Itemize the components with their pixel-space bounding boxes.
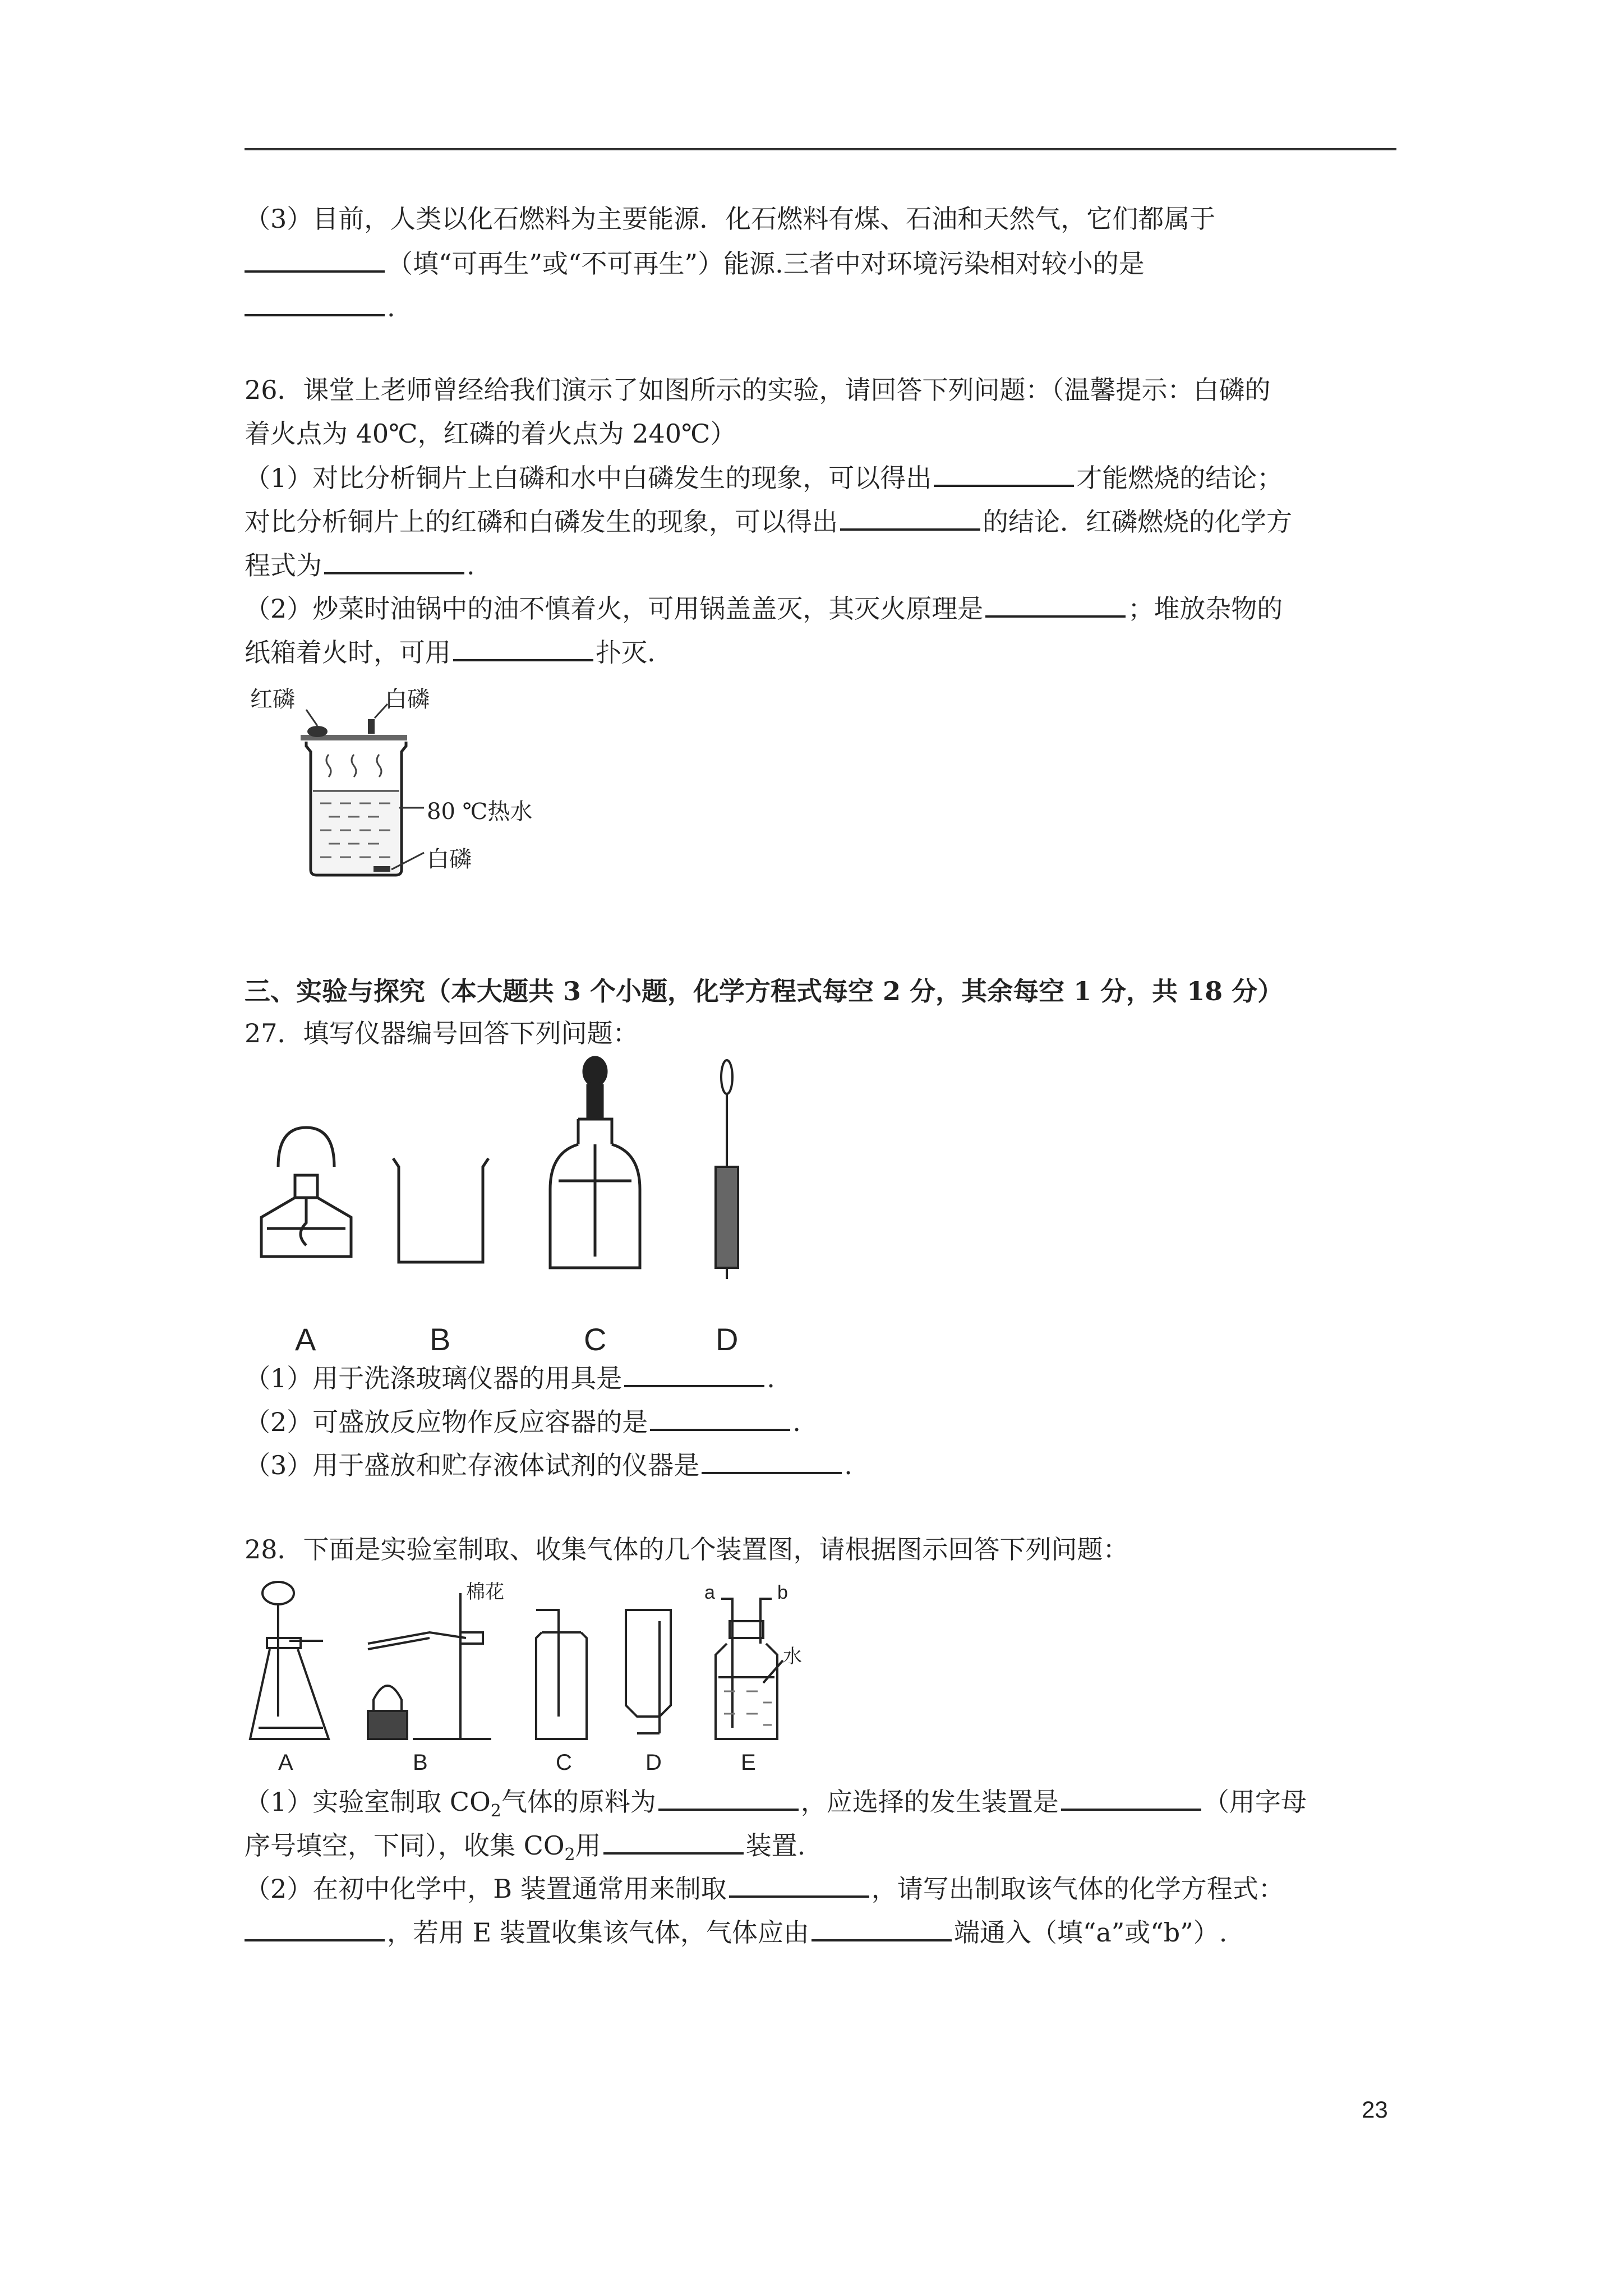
q27-stem: 27．填写仪器编号回答下列问题：: [245, 1018, 639, 1048]
label-c: C: [556, 1750, 572, 1775]
answer-blank[interactable]: [245, 246, 385, 273]
red-phosphorus: [307, 726, 328, 737]
white-phosphorus-top: [368, 719, 375, 734]
answer-blank[interactable]: [702, 1447, 842, 1474]
q27-figure-instruments: [245, 1055, 861, 1358]
q25-3-line3: .: [245, 289, 395, 324]
apparatus-b: [368, 1593, 491, 1739]
page-number: 23: [1362, 2096, 1388, 2123]
answer-blank[interactable]: [650, 1404, 790, 1431]
q26-p2-line1: （2）炒菜时油锅中的油不慎着火，可用锅盖盖灭，其灭火原理是 ；堆放杂物的: [245, 591, 1283, 625]
label-b: B: [413, 1750, 428, 1775]
label-c: C: [584, 1322, 607, 1357]
label-d: D: [645, 1750, 662, 1775]
apparatus-c: [536, 1610, 587, 1739]
answer-blank[interactable]: [840, 504, 980, 531]
answer-blank[interactable]: [934, 460, 1074, 487]
label-a: A: [278, 1750, 293, 1775]
answer-blank[interactable]: [324, 547, 464, 574]
q26-p1-line1: （1）对比分析铜片上白磷和水中白磷发生的现象，可以得出 才能燃烧的结论；: [245, 460, 1283, 495]
q26-p1-line2: 对比分析铜片上的红磷和白磷发生的现象，可以得出 的结论．红磷燃烧的化学方: [245, 504, 1292, 539]
q26-figure-beaker: [245, 679, 581, 892]
label-d: D: [716, 1322, 739, 1357]
q26-stem-line2: 着火点为 40℃，红磷的着火点为 240℃）: [245, 418, 736, 449]
label-hot-water: 80 ℃热水: [427, 799, 533, 825]
q26-p2-line2: 纸箱着火时，可用 扑灭.: [245, 634, 656, 669]
answer-blank[interactable]: [245, 1915, 385, 1941]
label-red-phosphorus: 红磷: [250, 687, 295, 712]
label-white-phosphorus-top: 白磷: [385, 687, 430, 712]
q27-p1: （1）用于洗涤玻璃仪器的用具是 .: [245, 1360, 775, 1395]
q28-p2-line2: ，若用 E 装置收集该气体，气体应由 端通入（填“a”或“b”）.: [245, 1915, 1227, 1949]
apparatus-e: [716, 1599, 783, 1739]
label-b: B: [430, 1322, 451, 1357]
answer-blank[interactable]: [811, 1915, 952, 1941]
instrument-a-alcohol-lamp: [261, 1128, 351, 1257]
q28-stem: 28．下面是实验室制取、收集气体的几个装置图，请根据图示回答下列问题：: [245, 1534, 1129, 1565]
q26-p1-line3: 程式为 .: [245, 547, 475, 582]
white-phosphorus-bottom: [374, 866, 390, 872]
section3-title: 三、实验与探究（本大题共 3 个小题，化学方程式每空 2 分，其余每空 1 分，共 18 分）: [245, 976, 1284, 1006]
q26-stem-line1: 26．课堂上老师曾经给我们演示了如图所示的实验，请回答下列问题：（温馨提示：白磷的: [245, 375, 1271, 405]
instrument-c-dropper-bottle: [550, 1057, 640, 1268]
label-cotton: 棉花: [466, 1581, 504, 1603]
q27-p3: （3）用于盛放和贮存液体试剂的仪器是 .: [245, 1447, 852, 1482]
apparatus-d: [626, 1610, 671, 1733]
label-tube-b: b: [777, 1582, 788, 1603]
q28-figure-apparatus: [245, 1576, 946, 1784]
q28-p1-line2: 序号填空，下同），收集 $CO_2$用 装置.: [245, 1828, 805, 1872]
apparatus-a: [250, 1582, 329, 1739]
label-e: E: [741, 1750, 756, 1775]
answer-blank[interactable]: [624, 1360, 764, 1387]
header-rule: [245, 148, 1396, 150]
answer-blank[interactable]: [729, 1871, 869, 1898]
answer-blank[interactable]: [603, 1828, 744, 1855]
answer-blank[interactable]: [658, 1784, 799, 1811]
instrument-d-test-tube-brush: [716, 1060, 738, 1279]
q28-p1-line1: （1）实验室制取 $CO_2$气体的原料为 ，应选择的发生装置是 （用字母: [245, 1784, 1307, 1828]
label-water: 水: [783, 1645, 802, 1668]
answer-blank[interactable]: [453, 634, 593, 661]
q27-p2: （2）可盛放反应物作反应容器的是 .: [245, 1404, 801, 1439]
instrument-b-beaker: [393, 1158, 488, 1262]
answer-blank[interactable]: [1061, 1784, 1201, 1811]
label-a: A: [295, 1322, 316, 1357]
q25-3-line2: （填“可再生”或“不可再生”）能源.三者中对环境污染相对较小的是: [245, 246, 1145, 280]
label-white-phosphorus-bottom: 白磷: [427, 846, 472, 872]
q25-3-line1: （3）目前，人类以化石燃料为主要能源．化石燃料有煤、石油和天然气，它们都属于: [245, 204, 1216, 234]
answer-blank[interactable]: [985, 591, 1126, 618]
label-tube-a: a: [704, 1582, 715, 1603]
q28-p2-line1: （2）在初中化学中，B 装置通常用来制取 ，请写出制取该气体的化学方程式：: [245, 1871, 1284, 1906]
answer-blank[interactable]: [245, 289, 385, 316]
